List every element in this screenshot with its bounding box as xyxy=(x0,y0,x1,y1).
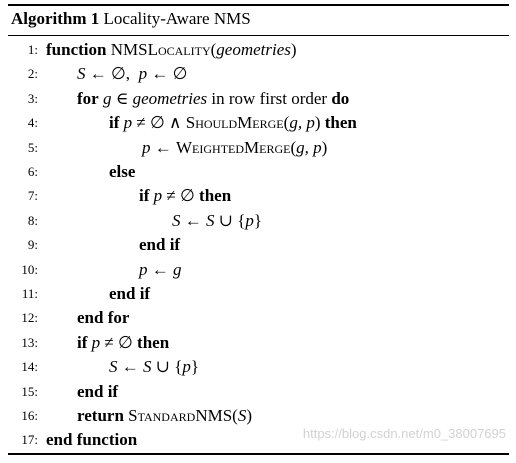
code-text: ← xyxy=(150,137,176,157)
keyword: return xyxy=(77,406,124,425)
keyword: end function xyxy=(46,430,138,450)
line-number: 8: xyxy=(27,212,38,228)
line-code xyxy=(139,233,180,257)
keyword: else xyxy=(109,162,136,181)
algorithm-line xyxy=(8,160,509,184)
line-number: 17: xyxy=(21,432,38,448)
math-symbol: S xyxy=(172,210,181,230)
algorithm-line xyxy=(8,87,509,111)
math-symbol: p xyxy=(123,113,133,133)
math-symbol: p xyxy=(245,210,254,230)
algorithm-line xyxy=(8,209,509,233)
line-code xyxy=(77,87,349,111)
line-number: 2: xyxy=(27,66,38,82)
keyword: end if xyxy=(77,381,119,401)
line-code xyxy=(46,38,297,62)
line-number: 13: xyxy=(21,334,38,350)
math-symbol: p xyxy=(153,186,163,206)
code-text: ≠ ∅ ∧ xyxy=(132,113,186,133)
algorithm-line xyxy=(8,111,509,135)
keyword: function xyxy=(46,40,107,59)
line-number: 7: xyxy=(27,188,38,204)
keyword: end for xyxy=(77,308,130,328)
code-text: } xyxy=(253,210,263,230)
math-symbol: p xyxy=(139,259,148,279)
procedure-name: ShouldMerge xyxy=(185,113,284,133)
line-number: 5: xyxy=(27,139,38,155)
caption-prefix: Algorithm 1 xyxy=(11,9,100,28)
algorithm-line xyxy=(8,282,509,306)
code-text: ) xyxy=(321,137,328,157)
algorithm-line xyxy=(8,355,509,379)
algorithm-line xyxy=(8,136,509,160)
math-symbol: g xyxy=(102,88,112,108)
watermark-text: https://blog.csdn.net/m0_38007695 xyxy=(302,426,506,441)
code-text: ) xyxy=(314,113,325,133)
algorithm-line xyxy=(8,38,509,62)
line-number: 12: xyxy=(21,310,38,326)
code-text: } xyxy=(190,357,200,377)
code-text: NMS xyxy=(106,40,148,59)
line-code xyxy=(139,184,231,208)
code-text: ( xyxy=(210,40,217,59)
math-symbol: geometries xyxy=(132,88,208,108)
code-text: ∪ { xyxy=(214,210,246,230)
code-text: ) xyxy=(246,406,253,425)
code-text: ← xyxy=(147,259,173,279)
keyword: do xyxy=(331,88,350,108)
math-symbol: S xyxy=(206,210,215,230)
math-symbol: p xyxy=(182,357,191,377)
line-number: 10: xyxy=(21,261,38,277)
keyword: then xyxy=(324,113,357,133)
caption-title: Locality-Aware NMS xyxy=(103,9,251,28)
line-code xyxy=(172,209,262,233)
keyword: if xyxy=(77,332,88,352)
code-text: ← ∅, xyxy=(85,64,139,84)
line-code xyxy=(46,428,137,452)
math-symbol: S xyxy=(237,406,247,425)
code-text: in row first order xyxy=(207,88,332,108)
code-text: ∪ { xyxy=(151,357,183,377)
line-number: 6: xyxy=(27,164,38,179)
code-text: ≠ ∅ xyxy=(162,186,200,206)
line-number: 11: xyxy=(21,286,38,301)
line-code xyxy=(109,282,150,306)
procedure-name: Locality xyxy=(147,40,211,59)
line-number: 4: xyxy=(27,115,38,131)
algorithm-line xyxy=(8,233,509,257)
algorithm-line xyxy=(8,184,509,208)
line-code xyxy=(77,306,129,330)
line-code xyxy=(77,380,118,404)
line-number: 9: xyxy=(27,237,38,253)
algorithm-line xyxy=(8,258,509,282)
line-code xyxy=(109,160,135,184)
line-number: 16: xyxy=(21,408,38,423)
line-code xyxy=(77,62,187,86)
code-text: ( xyxy=(283,113,290,133)
math-symbol: S xyxy=(109,357,118,377)
keyword: then xyxy=(199,186,232,206)
procedure-name: Standard xyxy=(128,406,196,425)
keyword: if xyxy=(109,113,120,133)
line-code xyxy=(77,331,169,355)
math-symbol: p xyxy=(138,64,148,84)
algorithm-line xyxy=(8,404,509,428)
caption-rule xyxy=(8,35,509,36)
line-number: 14: xyxy=(21,359,38,375)
line-number: 1: xyxy=(27,42,38,57)
math-symbol: S xyxy=(143,357,152,377)
keyword: if xyxy=(139,186,150,206)
algorithm-line xyxy=(8,306,509,330)
algorithm-line xyxy=(8,331,509,355)
math-symbol: p xyxy=(142,137,151,157)
keyword: for xyxy=(77,88,99,108)
code-text: ← xyxy=(117,357,143,377)
math-symbol: g xyxy=(173,259,182,279)
math-symbol: S xyxy=(77,64,86,84)
code-text: ) xyxy=(290,40,297,59)
line-code xyxy=(77,404,252,428)
top-rule xyxy=(8,4,509,6)
bottom-rule xyxy=(8,453,509,455)
line-number: 15: xyxy=(21,383,38,399)
math-symbol: g, p xyxy=(296,137,322,157)
procedure-name: WeightedMerge xyxy=(176,137,291,157)
code-text: NMS( xyxy=(195,406,238,425)
keyword: then xyxy=(137,332,170,352)
line-code xyxy=(142,136,327,160)
line-code xyxy=(109,111,357,135)
code-text: ← xyxy=(180,210,206,230)
algorithm-line xyxy=(8,62,509,86)
keyword: end if xyxy=(109,284,151,303)
code-text: ≠ ∅ xyxy=(100,332,138,352)
keyword: end if xyxy=(139,235,181,255)
line-code xyxy=(109,355,199,379)
line-code xyxy=(139,258,182,282)
line-number: 3: xyxy=(27,90,38,106)
code-text: ← ∅ xyxy=(147,64,188,84)
algorithm-caption xyxy=(11,8,251,30)
math-symbol: p xyxy=(91,332,101,352)
algorithm-line xyxy=(8,380,509,404)
code-text: ( xyxy=(290,137,297,157)
code-text: ∈ xyxy=(111,88,133,108)
math-symbol: g, p xyxy=(289,113,315,133)
math-symbol: geometries xyxy=(216,40,291,59)
